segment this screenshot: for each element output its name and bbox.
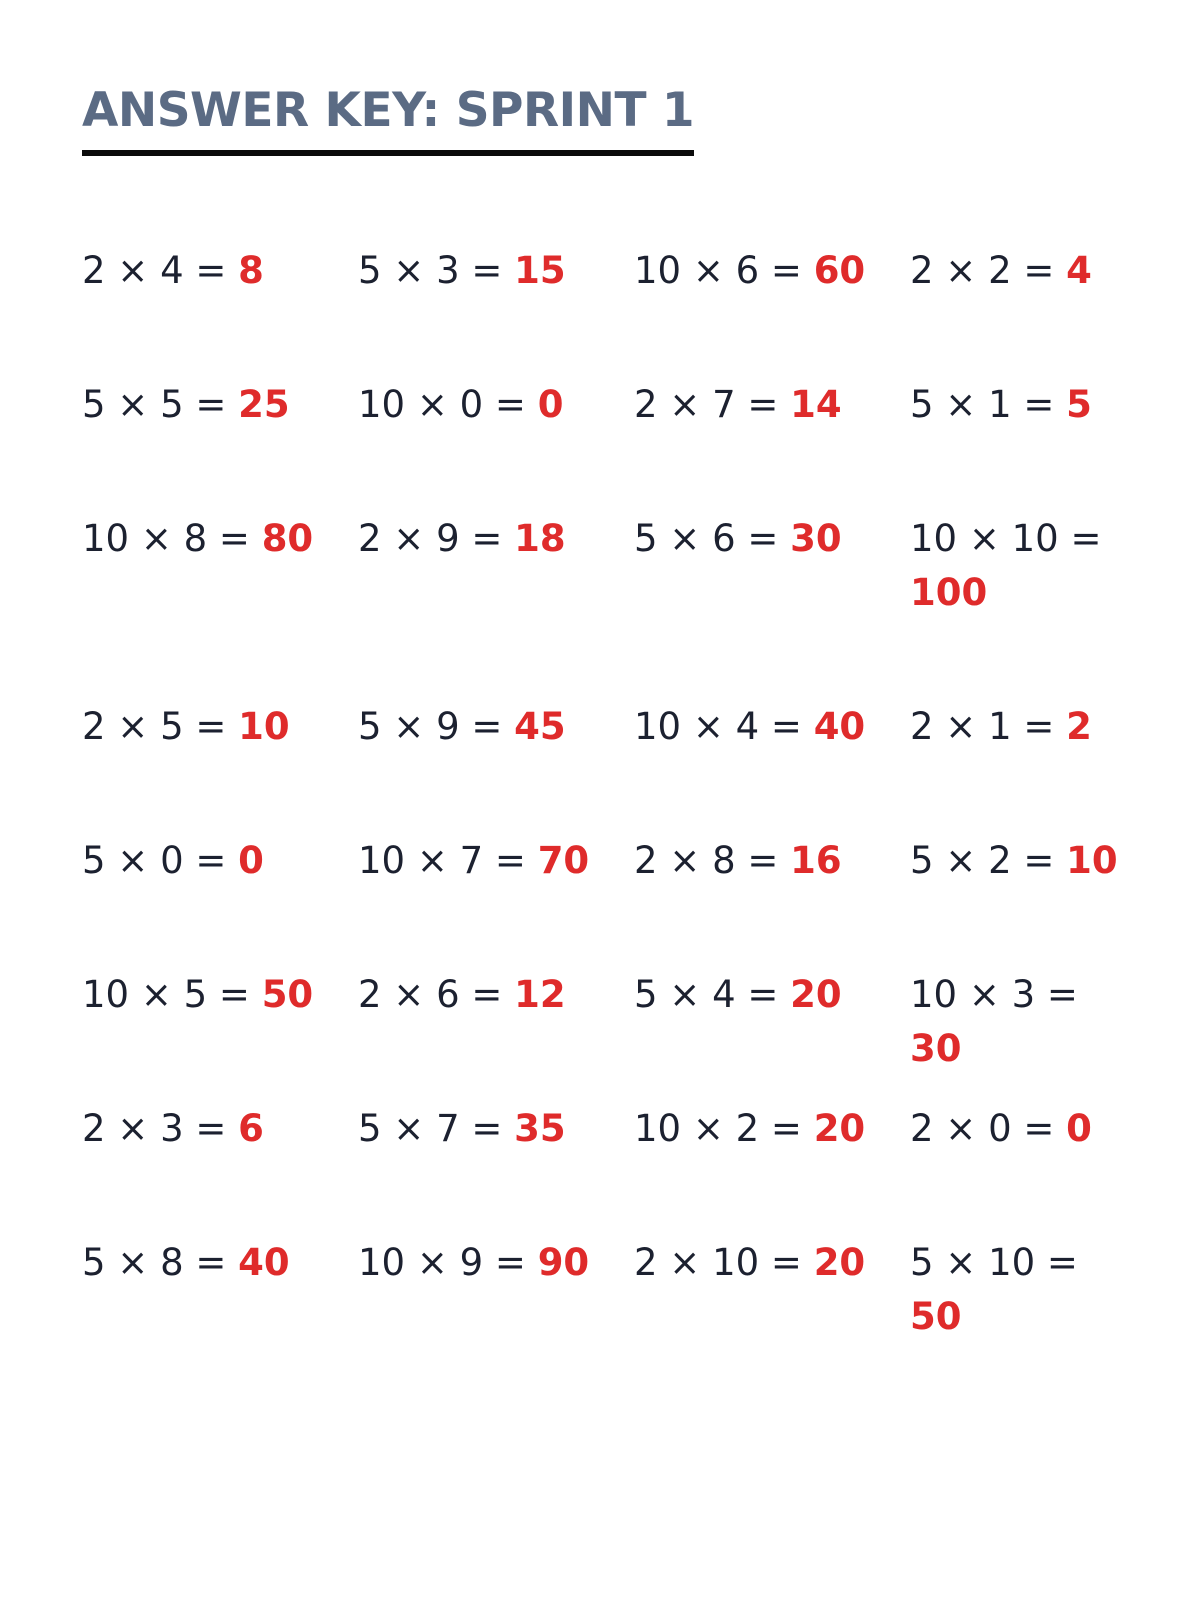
title-block: [82, 82, 694, 156]
answer-value: 80: [261, 517, 314, 560]
problem-item: [358, 378, 618, 432]
problem-item: [358, 512, 618, 566]
answer-value: 6: [238, 1107, 264, 1150]
problem-item: [634, 968, 894, 1022]
problem-text: 10 × 3 =: [910, 973, 1078, 1016]
problem-item: [634, 834, 894, 888]
answer-value: 100: [910, 571, 988, 614]
answer-value: 16: [790, 839, 842, 882]
problem-text: 5 × 9 =: [358, 705, 503, 748]
problem-item: [910, 244, 1140, 298]
answer-value: 70: [537, 839, 590, 882]
answer-value: 30: [910, 1027, 962, 1070]
answer-value: 15: [514, 249, 566, 292]
answer-row: [82, 1094, 1142, 1228]
answer-row: [82, 826, 1142, 960]
problem-item: [910, 1236, 1140, 1344]
problem-text: 10 × 7 =: [358, 839, 526, 882]
problem-item: [82, 378, 342, 432]
answer-value: 90: [537, 1241, 590, 1284]
answer-value: 20: [813, 1107, 866, 1150]
answer-grid: [82, 236, 1142, 1362]
answer-row: [82, 692, 1142, 826]
answer-row: [82, 1228, 1142, 1362]
answer-row: [82, 960, 1142, 1094]
answer-value: 2: [1066, 705, 1092, 748]
problem-text: 5 × 5 =: [82, 383, 227, 426]
answer-value: 0: [238, 839, 264, 882]
problem-text: 10 × 10 =: [910, 517, 1102, 560]
problem-text: 10 × 2 =: [634, 1107, 802, 1150]
problem-item: [910, 834, 1140, 888]
problem-text: 10 × 6 =: [634, 249, 802, 292]
answer-row: [82, 370, 1142, 504]
problem-text: 5 × 6 =: [634, 517, 779, 560]
problem-item: [910, 378, 1140, 432]
problem-text: 2 × 6 =: [358, 973, 503, 1016]
problem-text: 5 × 1 =: [910, 383, 1055, 426]
problem-text: 2 × 0 =: [910, 1107, 1055, 1150]
problem-item: [358, 1236, 618, 1290]
answer-value: 35: [514, 1107, 566, 1150]
problem-item: [82, 834, 342, 888]
problem-text: 10 × 5 =: [82, 973, 250, 1016]
answer-value: 10: [1066, 839, 1118, 882]
answer-value: 0: [537, 383, 564, 426]
problem-item: [358, 1102, 618, 1156]
answer-value: 14: [790, 383, 842, 426]
problem-text: 2 × 1 =: [910, 705, 1055, 748]
problem-text: 5 × 2 =: [910, 839, 1055, 882]
problem-item: [634, 1102, 894, 1156]
problem-text: 2 × 5 =: [82, 705, 227, 748]
answer-value: 50: [261, 973, 314, 1016]
problem-text: 5 × 8 =: [82, 1241, 227, 1284]
page-title: ANSWER KEY: SPRINT 1: [82, 82, 694, 156]
problem-item: [910, 968, 1140, 1076]
problem-item: [82, 512, 342, 566]
problem-text: 10 × 4 =: [634, 705, 802, 748]
problem-item: [634, 378, 894, 432]
problem-item: [82, 700, 342, 754]
problem-item: [358, 700, 618, 754]
problem-text: 5 × 4 =: [634, 973, 779, 1016]
problem-item: [634, 244, 894, 298]
answer-value: 20: [790, 973, 842, 1016]
problem-text: 2 × 2 =: [910, 249, 1055, 292]
problem-item: [82, 244, 342, 298]
problem-item: [910, 1102, 1140, 1156]
answer-value: 12: [514, 973, 566, 1016]
problem-text: 5 × 0 =: [82, 839, 227, 882]
answer-value: 40: [813, 705, 866, 748]
problem-item: [910, 512, 1140, 620]
problem-text: 10 × 8 =: [82, 517, 250, 560]
problem-text: 5 × 10 =: [910, 1241, 1078, 1284]
answer-value: 60: [813, 249, 866, 292]
problem-item: [634, 512, 894, 566]
answer-value: 4: [1066, 249, 1092, 292]
problem-text: 5 × 3 =: [358, 249, 503, 292]
problem-item: [634, 1236, 894, 1290]
answer-row: [82, 236, 1142, 370]
problem-text: 2 × 8 =: [634, 839, 779, 882]
answer-value: 10: [238, 705, 290, 748]
answer-value: 18: [514, 517, 566, 560]
problem-text: 2 × 9 =: [358, 517, 503, 560]
problem-item: [82, 1236, 342, 1290]
problem-item: [82, 1102, 342, 1156]
answer-value: 20: [813, 1241, 866, 1284]
answer-value: 25: [238, 383, 290, 426]
answer-value: 30: [790, 517, 842, 560]
answer-value: 40: [238, 1241, 290, 1284]
problem-text: 5 × 7 =: [358, 1107, 503, 1150]
problem-text: 2 × 4 =: [82, 249, 227, 292]
answer-row: [82, 504, 1142, 692]
problem-item: [358, 244, 618, 298]
problem-item: [358, 968, 618, 1022]
answer-value: 5: [1066, 383, 1092, 426]
problem-item: [358, 834, 618, 888]
problem-item: [634, 700, 894, 754]
problem-text: 2 × 10 =: [634, 1241, 802, 1284]
answer-value: 0: [1066, 1107, 1092, 1150]
answer-value: 50: [910, 1295, 962, 1338]
answer-value: 45: [514, 705, 566, 748]
answer-value: 8: [238, 249, 264, 292]
problem-text: 2 × 3 =: [82, 1107, 227, 1150]
problem-item: [910, 700, 1140, 754]
problem-text: 2 × 7 =: [634, 383, 779, 426]
problem-item: [82, 968, 342, 1022]
problem-text: 10 × 0 =: [358, 383, 526, 426]
problem-text: 10 × 9 =: [358, 1241, 526, 1284]
